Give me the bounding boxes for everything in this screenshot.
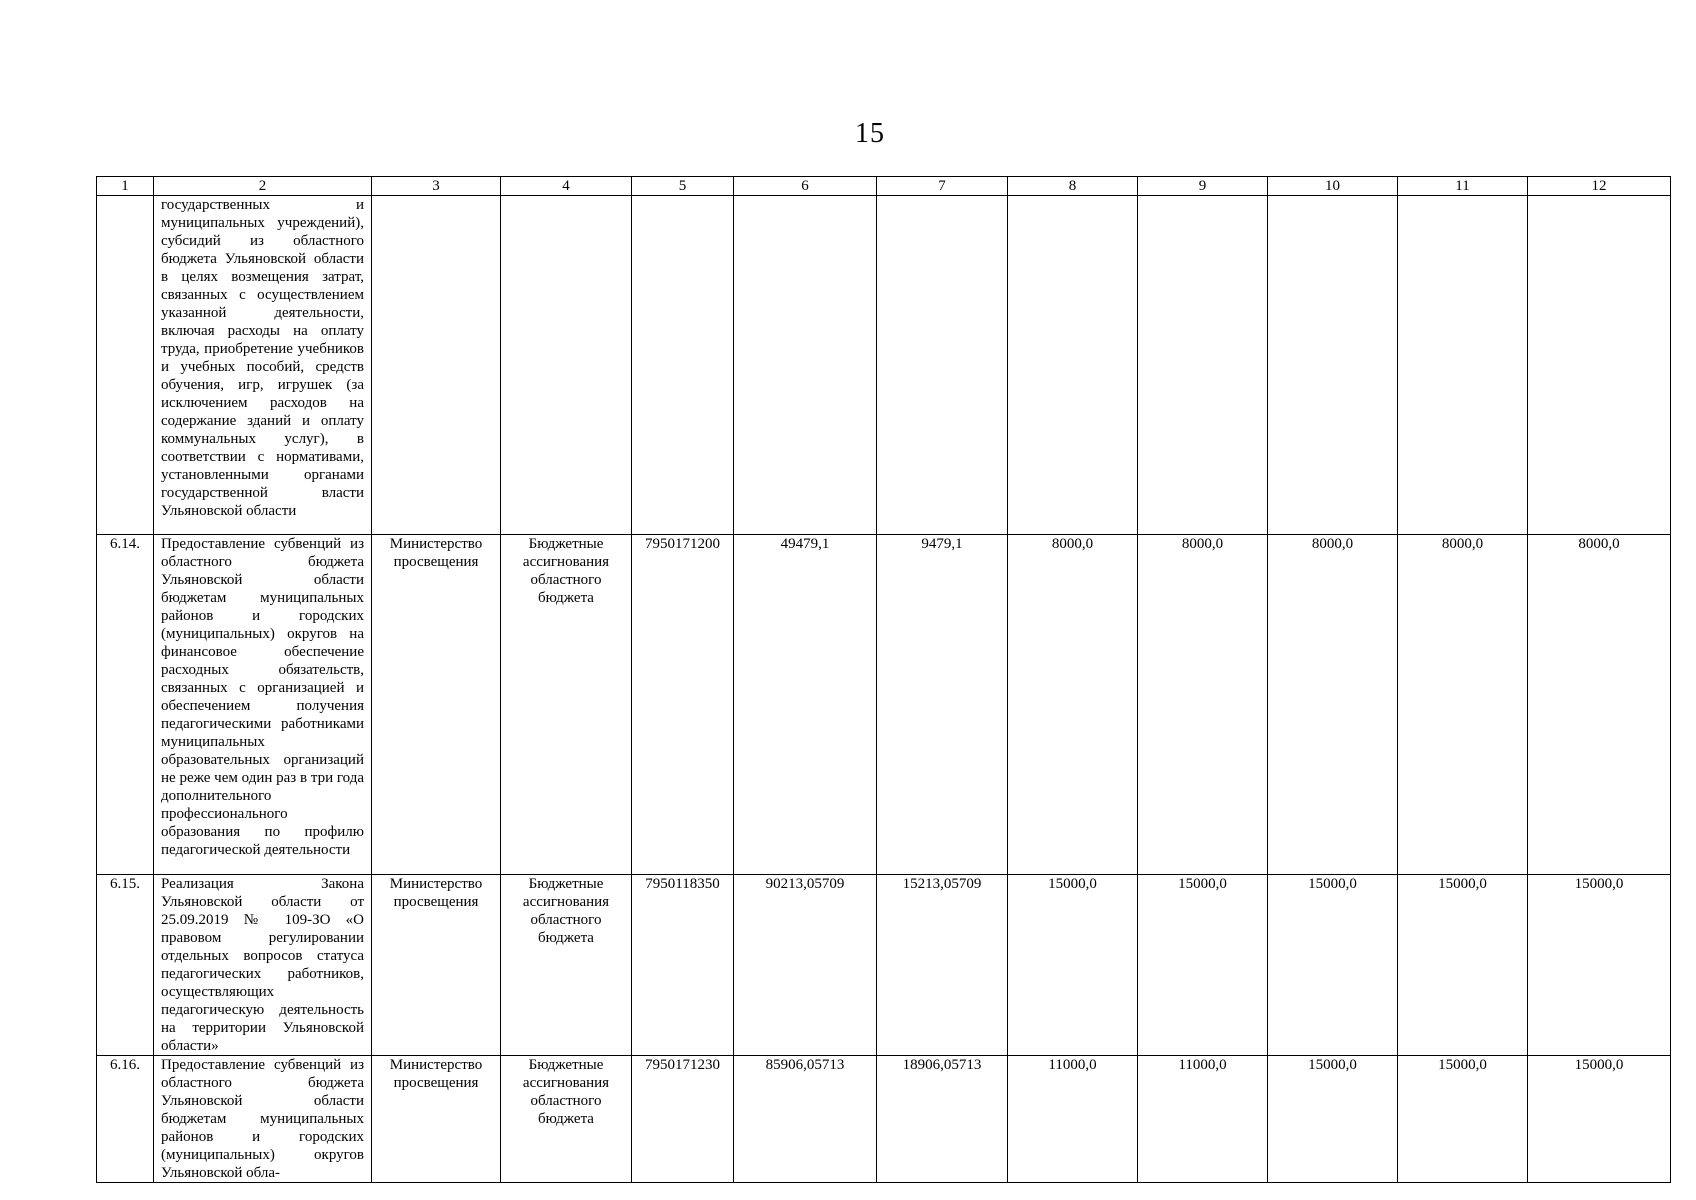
column-number-row xyxy=(97,177,1671,196)
year-amount: 15000,0 xyxy=(1528,875,1671,1056)
measure-name: Реализация Закона Ульяновской области от 25.09.2019 № 109-ЗО «О правовом регулировании отдельных вопросов статуса педагогических работников, осуществляющих педагогическую деятельность на территории Ульяновской области» xyxy=(154,875,372,1056)
total-amount: 85906,05713 xyxy=(734,1056,877,1183)
budget-code: 7950171230 xyxy=(632,1056,734,1183)
row-number: 6.14. xyxy=(97,535,154,875)
funding-source: Бюджетные ассигнования областного бюджета xyxy=(501,1056,632,1183)
total-amount xyxy=(734,196,877,535)
funding-source: Бюджетные ассигнования областного бюджета xyxy=(501,875,632,1056)
year-amount: 15000,0 xyxy=(1398,875,1528,1056)
year-amount: 9479,1 xyxy=(877,535,1008,875)
measure-name: государственных и муниципальных учреждений), субсидий из областного бюджета Ульяновской области в целях возмещения затрат, связанных с осуществлением указанной деятельности, включая расходы на оплату труда, приобретение учебников и учебных пособий, средств обучения, игр, игрушек (за исключением расходов на содержание зданий и оплату коммунальных услуг), в соответствии с нормативами, установленными органами государственной власти Ульяновской области xyxy=(154,196,372,535)
year-amount xyxy=(1008,196,1138,535)
executor: Министерство просвещения xyxy=(372,875,501,1056)
executor: Министерство просвещения xyxy=(372,535,501,875)
program-table xyxy=(96,176,1671,1183)
table-row xyxy=(97,196,1671,535)
column-number: 3 xyxy=(372,177,501,196)
year-amount: 11000,0 xyxy=(1008,1056,1138,1183)
executor xyxy=(372,196,501,535)
measure-name: Предоставление субвенций из областного бюджета Ульяновской области бюджетам муниципальных районов и городских (муниципальных) округов Ульяновской обла- xyxy=(154,1056,372,1183)
year-amount: 15000,0 xyxy=(1528,1056,1671,1183)
year-amount: 15000,0 xyxy=(1138,875,1268,1056)
budget-code: 7950118350 xyxy=(632,875,734,1056)
column-number: 10 xyxy=(1268,177,1398,196)
table-row xyxy=(97,535,1671,875)
funding-source xyxy=(501,196,632,535)
total-amount: 90213,05709 xyxy=(734,875,877,1056)
column-number: 8 xyxy=(1008,177,1138,196)
row-number: 6.16. xyxy=(97,1056,154,1183)
column-number: 9 xyxy=(1138,177,1268,196)
year-amount: 15000,0 xyxy=(1008,875,1138,1056)
row-number: 6.15. xyxy=(97,875,154,1056)
funding-source: Бюджетные ассигнования областного бюджета xyxy=(501,535,632,875)
year-amount: 18906,05713 xyxy=(877,1056,1008,1183)
year-amount xyxy=(1138,196,1268,535)
column-number: 11 xyxy=(1398,177,1528,196)
year-amount: 15213,05709 xyxy=(877,875,1008,1056)
executor: Министерство просвещения xyxy=(372,1056,501,1183)
year-amount: 11000,0 xyxy=(1138,1056,1268,1183)
year-amount: 15000,0 xyxy=(1268,875,1398,1056)
column-number: 2 xyxy=(154,177,372,196)
year-amount xyxy=(1268,196,1398,535)
year-amount: 8000,0 xyxy=(1268,535,1398,875)
year-amount: 8000,0 xyxy=(1138,535,1268,875)
year-amount xyxy=(1528,196,1671,535)
column-number: 6 xyxy=(734,177,877,196)
year-amount: 15000,0 xyxy=(1268,1056,1398,1183)
year-amount: 8000,0 xyxy=(1398,535,1528,875)
year-amount xyxy=(877,196,1008,535)
budget-code xyxy=(632,196,734,535)
row-number xyxy=(97,196,154,535)
column-number: 4 xyxy=(501,177,632,196)
table-row xyxy=(97,1056,1671,1183)
year-amount: 8000,0 xyxy=(1528,535,1671,875)
budget-code: 7950171200 xyxy=(632,535,734,875)
page-number: 15 xyxy=(855,118,885,149)
year-amount xyxy=(1398,196,1528,535)
year-amount: 15000,0 xyxy=(1398,1056,1528,1183)
column-number: 12 xyxy=(1528,177,1671,196)
year-amount: 8000,0 xyxy=(1008,535,1138,875)
column-number: 7 xyxy=(877,177,1008,196)
column-number: 1 xyxy=(97,177,154,196)
total-amount: 49479,1 xyxy=(734,535,877,875)
column-number: 5 xyxy=(632,177,734,196)
table-row xyxy=(97,875,1671,1056)
measure-name: Предоставление субвенций из областного бюджета Ульяновской области бюджетам муниципальных районов и городских (муниципальных) округов на финансовое обеспечение расходных обязательств, связанных с организацией и обеспечением получения педагогическими работниками муниципальных образовательных организаций не реже чем один раз в три года дополнительного профессионального образования по профилю педагогической деятельности xyxy=(154,535,372,875)
